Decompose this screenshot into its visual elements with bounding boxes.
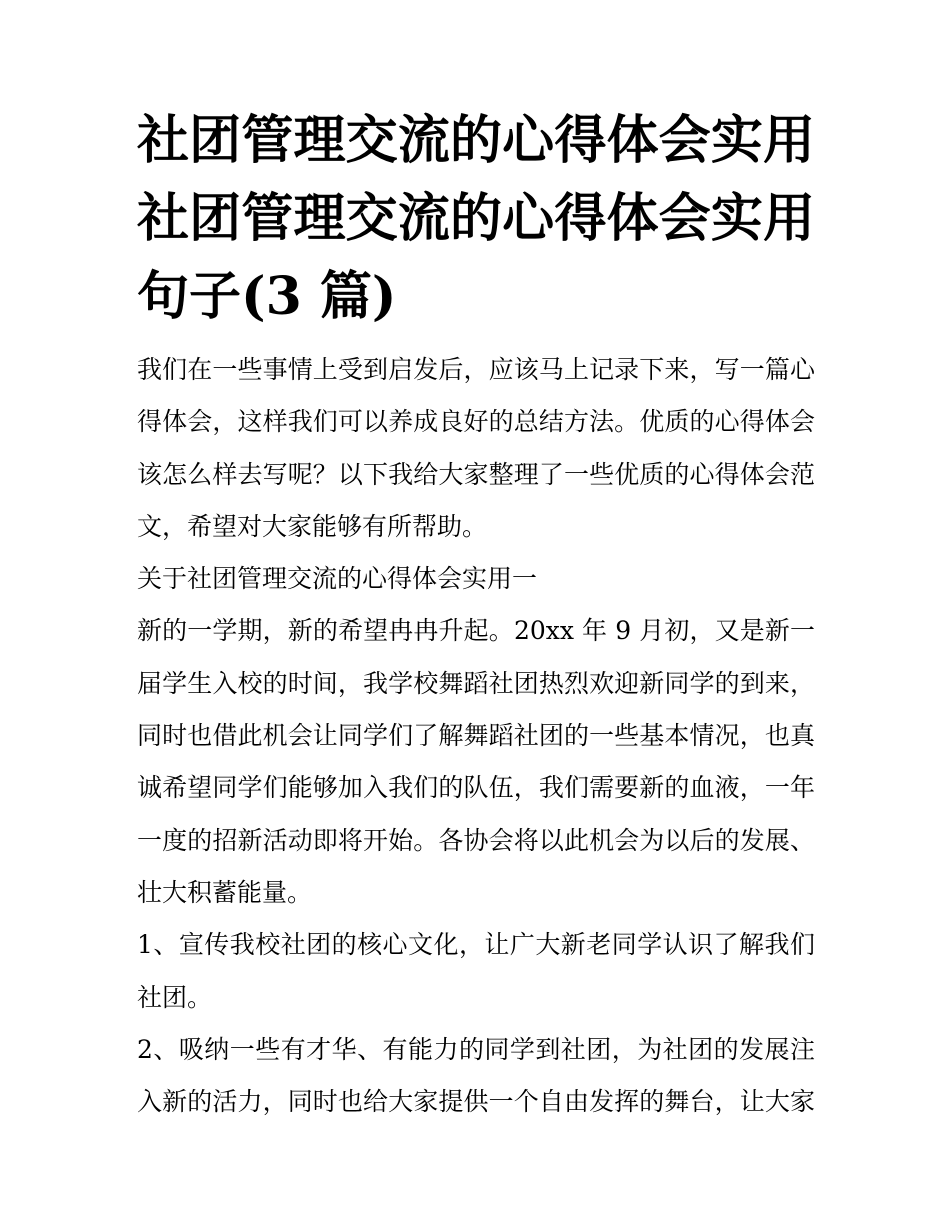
text-line: 一度的招新活动即将开始。各协会将以此机会为以后的发展、 — [137, 825, 815, 855]
title-line: 句子(3 篇) — [137, 266, 397, 327]
text-line: 我们在一些事情上受到启发后，应该马上记录下来，写一篇心 — [137, 355, 815, 384]
document-title — [137, 102, 815, 336]
text-line: 诚希望同学们能够加入我们的队伍，我们需要新的血液，一年 — [137, 773, 815, 803]
text-line: 届学生入校的时间，我学校舞蹈社团热烈欢迎新同学的到来， — [137, 668, 815, 698]
title-line: 社团管理交流的心得体会实用 — [137, 188, 815, 249]
title-line: 社团管理交流的心得体会实用 — [137, 110, 815, 171]
text-line: 新的一学期，新的希望冉冉升起。20xx 年 9 月初，又是新一 — [137, 616, 815, 646]
text-line: 社团。 — [137, 982, 213, 1012]
document-body — [137, 344, 815, 1128]
text-line: 入新的活力，同时也给大家提供一个自由发挥的舞台，让大家 — [137, 1087, 815, 1117]
text-line: 2、吸纳一些有才华、有能力的同学到社团，为社团的发展注 — [137, 1034, 815, 1064]
text-line: 该怎么样去写呢？以下我给大家整理了一些优质的心得体会范 — [137, 459, 815, 489]
document-page — [137, 0, 815, 1128]
text-line: 同时也借此机会让同学们了解舞蹈社团的一些基本情况，也真 — [137, 721, 815, 751]
text-line: 壮大积蓄能量。 — [137, 877, 313, 907]
text-line: 1、宣传我校社团的核心文化，让广大新老同学认识了解我们 — [137, 930, 815, 960]
text-line: 得体会，这样我们可以养成良好的总结方法。优质的心得体会 — [137, 407, 815, 437]
text-line: 文，希望对大家能够有所帮助。 — [137, 511, 488, 541]
text-line: 关于社团管理交流的心得体会实用一 — [137, 564, 538, 594]
